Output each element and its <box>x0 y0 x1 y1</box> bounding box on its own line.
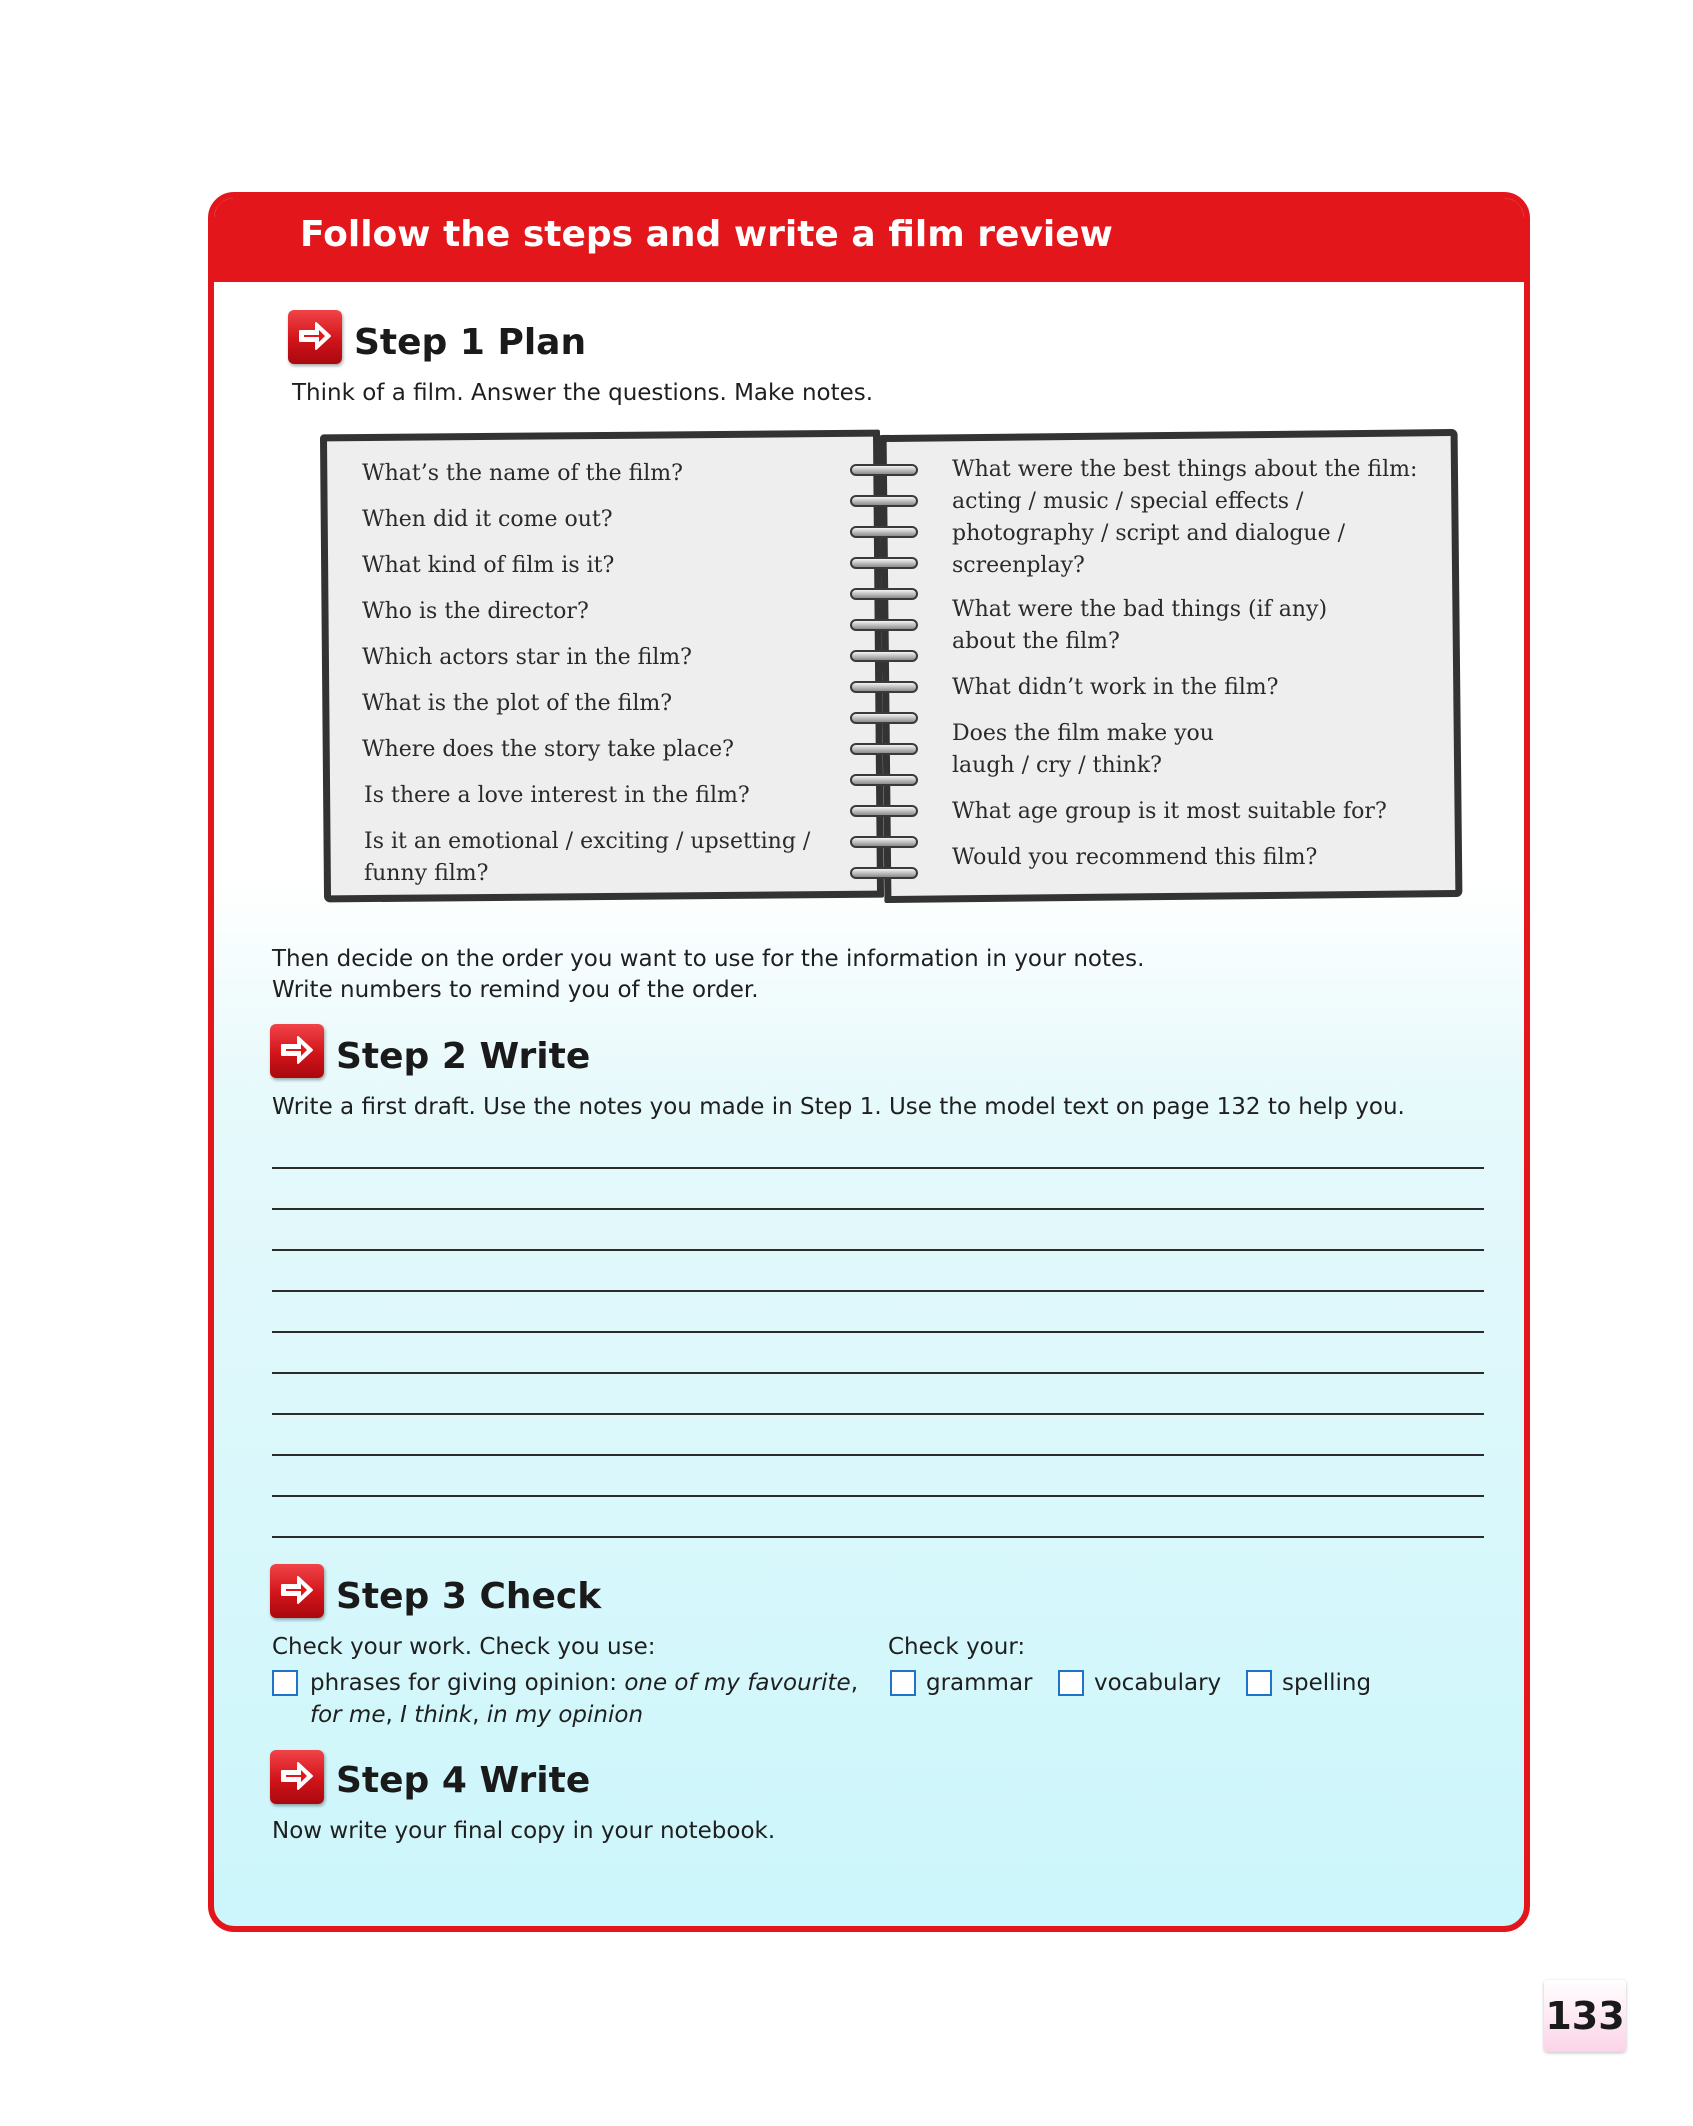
write-line[interactable] <box>272 1495 1484 1497</box>
note-q8: Is there a love interest in the film? <box>364 783 750 808</box>
note-q4: Who is the director? <box>362 599 589 624</box>
spelling-label: spelling <box>1282 1670 1372 1696</box>
write-line[interactable] <box>272 1167 1484 1169</box>
step1-after-line2: Write numbers to remind you of the order. <box>272 977 759 1003</box>
write-line[interactable] <box>272 1372 1484 1374</box>
phrase-example: one of my favourite <box>624 1670 851 1696</box>
write-line[interactable] <box>272 1536 1484 1538</box>
spiral-ring <box>850 867 918 879</box>
phrase-example: in my opinion <box>486 1702 644 1728</box>
arrow-right-icon <box>270 1564 324 1618</box>
write-line[interactable] <box>272 1208 1484 1210</box>
note-r6: Would you recommend this film? <box>952 845 1318 870</box>
write-line[interactable] <box>272 1290 1484 1292</box>
phrase-separator: , <box>472 1702 487 1728</box>
arrow-right-icon <box>270 1024 324 1078</box>
phrase-example: for me <box>310 1702 386 1728</box>
write-line[interactable] <box>272 1454 1484 1456</box>
phrase-separator: , <box>850 1670 859 1696</box>
spiral-ring <box>850 836 918 848</box>
note-r5: What age group is it most suitable for? <box>952 799 1387 824</box>
spiral-ring <box>850 526 918 538</box>
note-q1: What’s the name of the film? <box>362 461 683 486</box>
checkbox-phrases[interactable] <box>272 1670 298 1696</box>
step2-heading: Step 2 Write <box>336 1036 591 1077</box>
spiral-ring <box>850 681 918 693</box>
step4-heading: Step 4 Write <box>336 1760 591 1801</box>
phrase-example: I think <box>400 1702 473 1728</box>
spiral-ring <box>850 805 918 817</box>
note-r1: What were the best things about the film: acting / music / special effects / photography / script and dialogue / screenplay? <box>952 457 1418 578</box>
write-line[interactable] <box>272 1249 1484 1251</box>
arrow-right-icon <box>288 310 342 364</box>
step4-instruction: Now write your final copy in your notebook. <box>272 1818 776 1844</box>
spiral-ring <box>850 743 918 755</box>
note-q6: What is the plot of the film? <box>362 691 673 716</box>
checkbox-spelling[interactable] <box>1246 1670 1272 1696</box>
phrase-separator: , <box>385 1702 401 1728</box>
phrases-text-line2 <box>310 1700 643 1731</box>
vocabulary-label: vocabulary <box>1094 1670 1222 1696</box>
write-line[interactable] <box>272 1413 1484 1415</box>
grammar-label: grammar <box>926 1670 1033 1696</box>
note-r2: What were the bad things (if any) about the film? <box>952 597 1328 654</box>
phrases-label: phrases for giving opinion: <box>310 1670 625 1696</box>
note-r4: Does the film make you laugh / cry / think? <box>952 721 1214 778</box>
notebook-image <box>322 422 1460 912</box>
spiral-ring <box>850 464 918 476</box>
step1-instruction: Think of a film. Answer the questions. Make notes. <box>292 380 874 406</box>
arrow-right-icon <box>270 1750 324 1804</box>
spiral-ring <box>850 774 918 786</box>
note-q3: What kind of film is it? <box>362 553 615 578</box>
phrases-text <box>310 1668 890 1699</box>
panel-header <box>214 198 1524 282</box>
page-number: 133 <box>1544 1980 1626 2052</box>
step2-instruction: Write a first draft. Use the notes you made in Step 1. Use the model text on page 132 to help you. <box>272 1094 1405 1120</box>
step1-heading: Step 1 Plan <box>354 322 587 363</box>
spiral-ring <box>850 712 918 724</box>
step3-check-use: Check your work. Check you use: <box>272 1634 656 1660</box>
checkbox-grammar[interactable] <box>890 1670 916 1696</box>
step3-check-your: Check your: <box>888 1634 1026 1660</box>
step3-heading: Step 3 Check <box>336 1576 602 1617</box>
note-q7: Where does the story take place? <box>362 737 734 762</box>
write-line[interactable] <box>272 1331 1484 1333</box>
checkbox-vocabulary[interactable] <box>1058 1670 1084 1696</box>
spiral-ring <box>850 495 918 507</box>
spiral-ring <box>850 588 918 600</box>
spiral-ring <box>850 619 918 631</box>
step1-after-line1: Then decide on the order you want to use for the information in your notes. <box>272 946 1145 972</box>
spiral-ring <box>850 557 918 569</box>
note-q5: Which actors star in the film? <box>362 645 692 670</box>
note-q2: When did it come out? <box>362 507 613 532</box>
note-r3: What didn’t work in the film? <box>952 675 1279 700</box>
spiral-ring <box>850 650 918 662</box>
panel-title: Follow the steps and write a film review <box>300 214 1113 255</box>
note-q9: Is it an emotional / exciting / upsetting / funny film? <box>364 829 811 886</box>
